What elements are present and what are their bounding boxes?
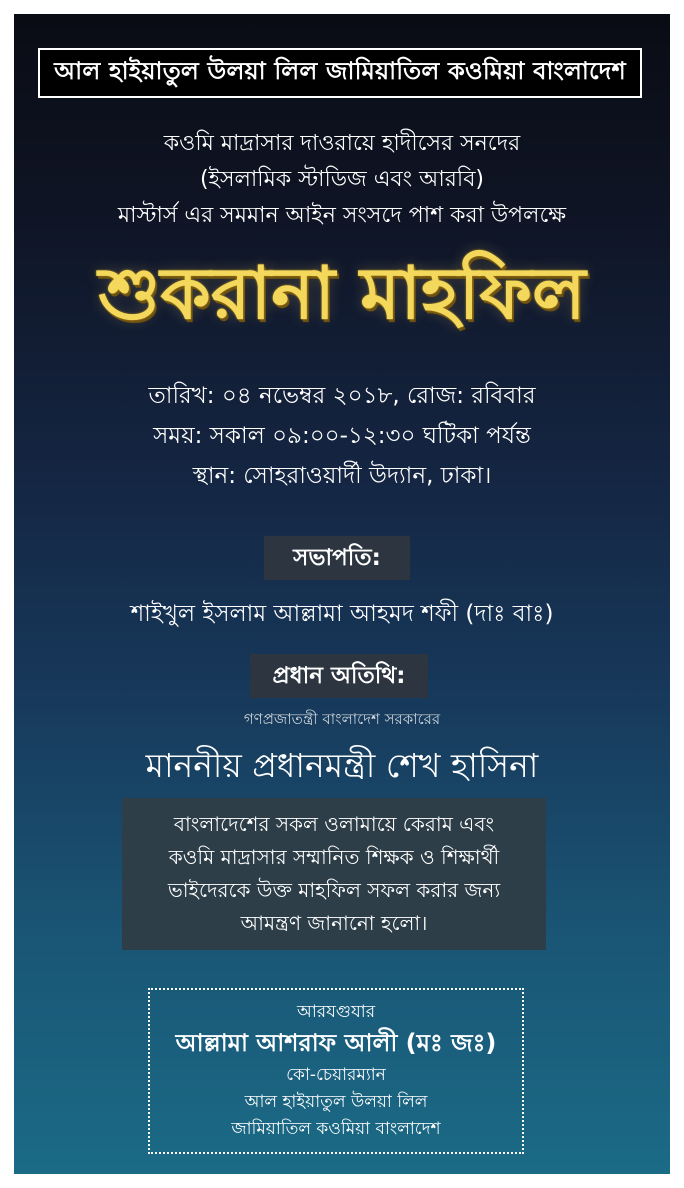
occasion-text	[14, 126, 670, 234]
event-date: তারিখ: ০৪ নভেম্বর ২০১৮, রোজ: রবিবার	[148, 383, 536, 409]
host-org-line: আল হাইয়াতুল উলয়া লিল	[244, 1092, 428, 1112]
event-venue: স্থান: সোহরাওয়ার্দী উদ্যান, ঢাকা।	[192, 463, 492, 489]
poster	[14, 14, 670, 1174]
occasion-line: কওমি মাদ্রাসার দাওরায়ে হাদীসের সনদের	[163, 131, 521, 156]
event-details	[14, 376, 670, 496]
chief-guest-name: মাননীয় প্রধানমন্ত্রী শেখ হাসিনা	[145, 746, 539, 785]
occasion-line: (ইসলামিক স্টাডিজ এবং আরবি)	[199, 167, 485, 192]
host-org-line: জামিয়াতিল কওমিয়া বাংলাদেশ	[231, 1119, 441, 1139]
invitation-box	[122, 798, 546, 950]
invitation-line: কওমি মাদ্রাসার সম্মানিত শিক্ষক ও শিক্ষার্থী	[168, 845, 500, 869]
event-title: শুকরানা মাহফিল	[98, 251, 586, 335]
government-line: গণপ্রজাতন্ত্রী বাংলাদেশ সরকারের	[243, 710, 441, 728]
host-name: আল্লামা আশরাফ আলী (মঃ জঃ)	[175, 1029, 497, 1057]
host-role: কো-চেয়ারম্যান	[286, 1065, 386, 1085]
president-label: সভাপতি:	[264, 536, 410, 580]
occasion-line: মাস্টার্স এর সমমান আইন সংসদে পাশ করা উপলক্ষে	[117, 203, 567, 228]
event-time: সময়: সকাল ০৯:০০-১২:৩০ ঘটিকা পর্যন্ত	[153, 423, 531, 449]
organization-name: আল হাইয়াতুল উলয়া লিল জামিয়াতিল কওমিয়া বাংলাদেশ	[54, 57, 626, 85]
invitation-line: বাংলাদেশের সকল ওলামায়ে কেরাম এবং	[173, 812, 495, 836]
invitation-line: আমন্ত্রণ জানানো হলো।	[240, 911, 428, 935]
president-name: শাইখুল ইসলাম আল্লামা আহমদ শফী (দাঃ বাঃ)	[130, 601, 554, 627]
host-by-label: আরযগুযার	[296, 1002, 376, 1022]
organization-header	[38, 48, 642, 98]
invitation-line: ভাইদেরকে উক্ত মাহফিল সফল করার জন্য	[167, 878, 501, 902]
chief-guest-label: প্রধান অতিথি:	[250, 654, 428, 698]
host-box	[148, 988, 524, 1154]
